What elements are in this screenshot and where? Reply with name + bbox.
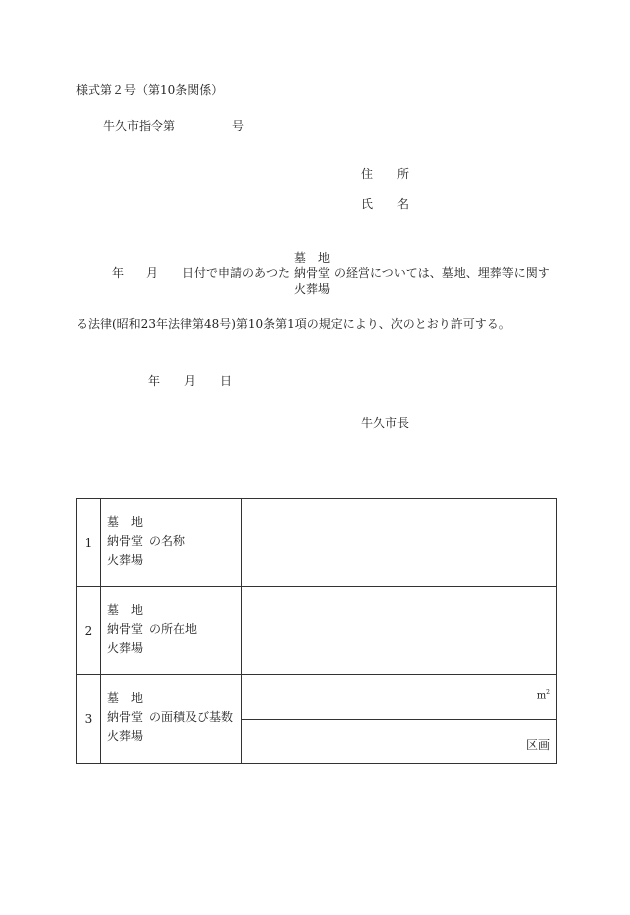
area-unit: $m^2$ xyxy=(536,689,550,702)
row-item xyxy=(101,675,242,764)
location-value-cell[interactable] xyxy=(242,587,557,675)
facility-ossuary: 納骨堂 xyxy=(107,710,144,724)
item-suffix-area-count: の面積及び基数 xyxy=(149,710,234,724)
issue-date-month: 月 xyxy=(184,374,197,388)
row-number: 1 xyxy=(77,499,101,587)
row-item xyxy=(101,587,242,675)
count-unit: 区画 xyxy=(525,737,550,752)
facility-ossuary: 納骨堂 xyxy=(107,621,144,636)
body-line2: る法律(昭和23年法律第48号)第10条第1項の規定により、次のとおり許可する。 xyxy=(76,317,511,331)
row-number: 2 xyxy=(77,587,101,675)
table-row xyxy=(77,675,557,764)
table-row xyxy=(77,499,557,587)
body-date-year: 年 xyxy=(112,266,125,280)
facility-crematorium: 火葬場 xyxy=(107,729,144,743)
facility-cemetery: 墓 地 xyxy=(107,691,144,705)
permit-details-table xyxy=(76,498,557,764)
body-after-options: の経営については、墓地、埋葬等に関す xyxy=(334,266,550,280)
issue-date-year: 年 xyxy=(148,374,161,388)
facility-cemetery: 墓 地 xyxy=(107,602,144,617)
area-count-cell xyxy=(242,675,557,764)
address-label: 住 所 xyxy=(361,167,410,181)
row-item xyxy=(101,499,242,587)
body-date-day-text: 日付で申請のあつた xyxy=(182,266,291,280)
facility-crematorium: 火葬場 xyxy=(107,552,144,567)
name-value-cell[interactable] xyxy=(242,499,557,587)
facility-ossuary: 納骨堂 xyxy=(107,533,144,548)
form-label: 様式第２号（第10条関係） xyxy=(76,83,224,97)
item-suffix-name: の名称 xyxy=(149,533,186,548)
facility-crematorium: 火葬場 xyxy=(107,640,144,655)
facility-option-cemetery: 墓 地 xyxy=(294,251,331,265)
facility-option-ossuary: 納骨堂 xyxy=(294,266,331,280)
table-row xyxy=(77,587,557,675)
plot-count-cell[interactable] xyxy=(242,720,556,764)
body-date-month: 月 xyxy=(146,266,159,280)
permit-number-prefix: 牛久市指令第 xyxy=(103,119,176,133)
permit-number-suffix: 号 xyxy=(232,119,245,133)
issuer: 牛久市長 xyxy=(361,416,410,430)
issue-date-day: 日 xyxy=(220,374,233,388)
area-value-cell[interactable] xyxy=(242,675,556,720)
item-suffix-location: の所在地 xyxy=(149,621,198,636)
facility-option-crematorium: 火葬場 xyxy=(294,282,331,296)
row-number: 3 xyxy=(77,675,101,764)
name-label: 氏 名 xyxy=(361,197,410,211)
facility-cemetery: 墓 地 xyxy=(107,514,144,529)
